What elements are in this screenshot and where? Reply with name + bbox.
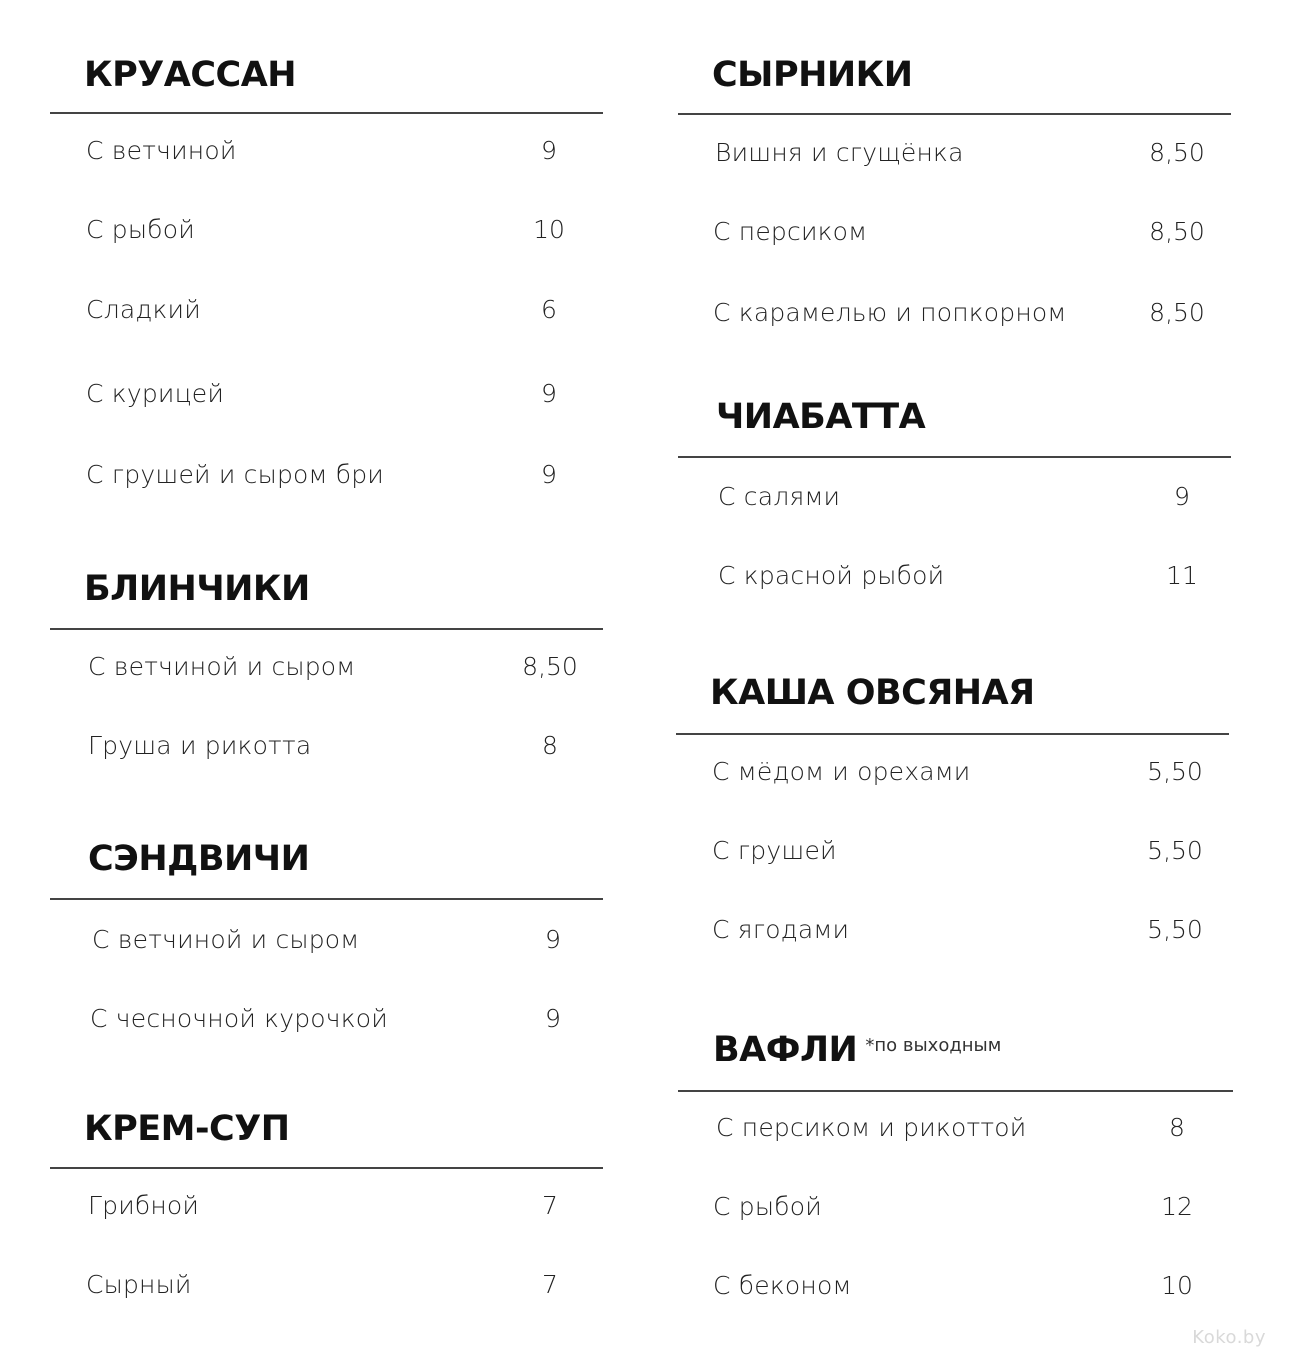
- section-title-text: ЧИАБАТТА: [716, 397, 926, 437]
- menu-item-price: 8,50: [1149, 217, 1205, 246]
- menu-item-name: С чесночной курочкой: [90, 1004, 388, 1033]
- section-title-ciabatta: [716, 397, 926, 437]
- menu-item-price: 9: [541, 379, 557, 408]
- menu-item-price: 9: [545, 1004, 561, 1033]
- menu-item: [0, 136, 1290, 172]
- menu-item: [0, 215, 1290, 251]
- menu-item-name: Вишня и сгущёнка: [715, 138, 964, 167]
- menu-item-price: 8: [1169, 1113, 1185, 1142]
- menu-item-price: 9: [1174, 482, 1190, 511]
- menu-item-name: С курицей: [86, 379, 225, 408]
- menu-item-name: С ветчиной и сыром: [88, 652, 356, 681]
- menu-item-name: С карамелью и попкорном: [713, 298, 1067, 327]
- menu-item-name: Груша и рикотта: [88, 731, 312, 760]
- menu-item-name: С грушей и сыром бри: [86, 460, 384, 489]
- menu-item: [0, 300, 1290, 332]
- menu-item-name: С грушей: [712, 836, 837, 865]
- section-title-oatmeal: [710, 673, 1035, 713]
- menu-item-price: 5,50: [1147, 915, 1203, 944]
- menu-item: [0, 1191, 1290, 1226]
- section-divider: [678, 113, 1231, 115]
- section-divider: [678, 456, 1231, 458]
- menu-item-name: С ветчиной: [86, 136, 237, 165]
- menu-item: [0, 1006, 1290, 1038]
- menu-item-price: 11: [1166, 561, 1198, 590]
- menu-item-price: 9: [541, 460, 557, 489]
- menu-item: [0, 563, 1290, 595]
- section-title-text: СЫРНИКИ: [712, 55, 913, 95]
- menu-item: [0, 838, 1290, 870]
- menu-item-name: С рыбой: [86, 215, 195, 244]
- section-title-text: КАША ОВСЯНАЯ: [710, 673, 1035, 713]
- section-title-text: ВАФЛИ: [713, 1030, 858, 1070]
- menu-item-name: С красной рыбой: [718, 561, 945, 590]
- menu-item-price: 7: [542, 1191, 558, 1220]
- menu-item-name: С ветчиной и сыром: [92, 925, 360, 954]
- menu-item-price: 9: [545, 925, 561, 954]
- menu-item-price: 7: [542, 1270, 558, 1299]
- menu-item-price: 8,50: [1149, 138, 1205, 167]
- menu-item-price: 8: [542, 731, 558, 760]
- menu-item-name: С ягодами: [712, 915, 850, 944]
- menu-item-price: 8,50: [1149, 298, 1205, 327]
- menu-item: [0, 917, 1290, 949]
- menu-item: [0, 381, 1290, 413]
- menu-item: [0, 1115, 1290, 1147]
- menu-item: [0, 654, 1290, 686]
- section-title-text: БЛИНЧИКИ: [84, 569, 310, 609]
- menu-item-name: С персиком и рикоттой: [716, 1113, 1027, 1142]
- section-divider: [50, 112, 603, 114]
- menu-item-price: 8,50: [522, 652, 578, 681]
- watermark: Koko.by: [1192, 1327, 1266, 1348]
- menu-item-price: 10: [533, 215, 565, 244]
- menu-item-name: С беконом: [713, 1271, 852, 1300]
- menu-item-price: 12: [1161, 1192, 1193, 1221]
- menu-item-price: 9: [541, 136, 557, 165]
- section-divider: [50, 628, 603, 630]
- menu-item-name: Грибной: [88, 1191, 200, 1220]
- menu-item-price: 5,50: [1147, 757, 1203, 786]
- section-title-waffles: [713, 1030, 1002, 1070]
- menu-item: [0, 484, 1290, 516]
- section-divider: [50, 1167, 603, 1169]
- section-title-text: КРУАССАН: [84, 55, 297, 95]
- menu-item-name: Сырный: [86, 1270, 192, 1299]
- section-title-text: СЭНДВИЧИ: [88, 839, 310, 879]
- menu-item-price: 5,50: [1147, 836, 1203, 865]
- menu-item-name: С салями: [718, 482, 841, 511]
- menu-item-name: С мёдом и орехами: [712, 757, 971, 786]
- menu-item-name: С рыбой: [713, 1192, 822, 1221]
- menu-item: [0, 759, 1290, 791]
- menu-item-name: С персиком: [713, 217, 868, 246]
- menu-item-price: 10: [1161, 1271, 1193, 1300]
- section-divider: [50, 898, 603, 900]
- section-title-text: КРЕМ-СУП: [84, 1109, 290, 1149]
- section-divider: [676, 733, 1229, 735]
- section-title-syrniki: [712, 55, 913, 95]
- menu-item: [0, 1270, 1290, 1305]
- section-title-croissant: [84, 55, 297, 95]
- section-note: *по выходным: [865, 1035, 1002, 1056]
- menu-item-price: 6: [541, 295, 557, 324]
- section-divider: [678, 1090, 1233, 1092]
- menu-item-name: Сладкий: [86, 295, 201, 324]
